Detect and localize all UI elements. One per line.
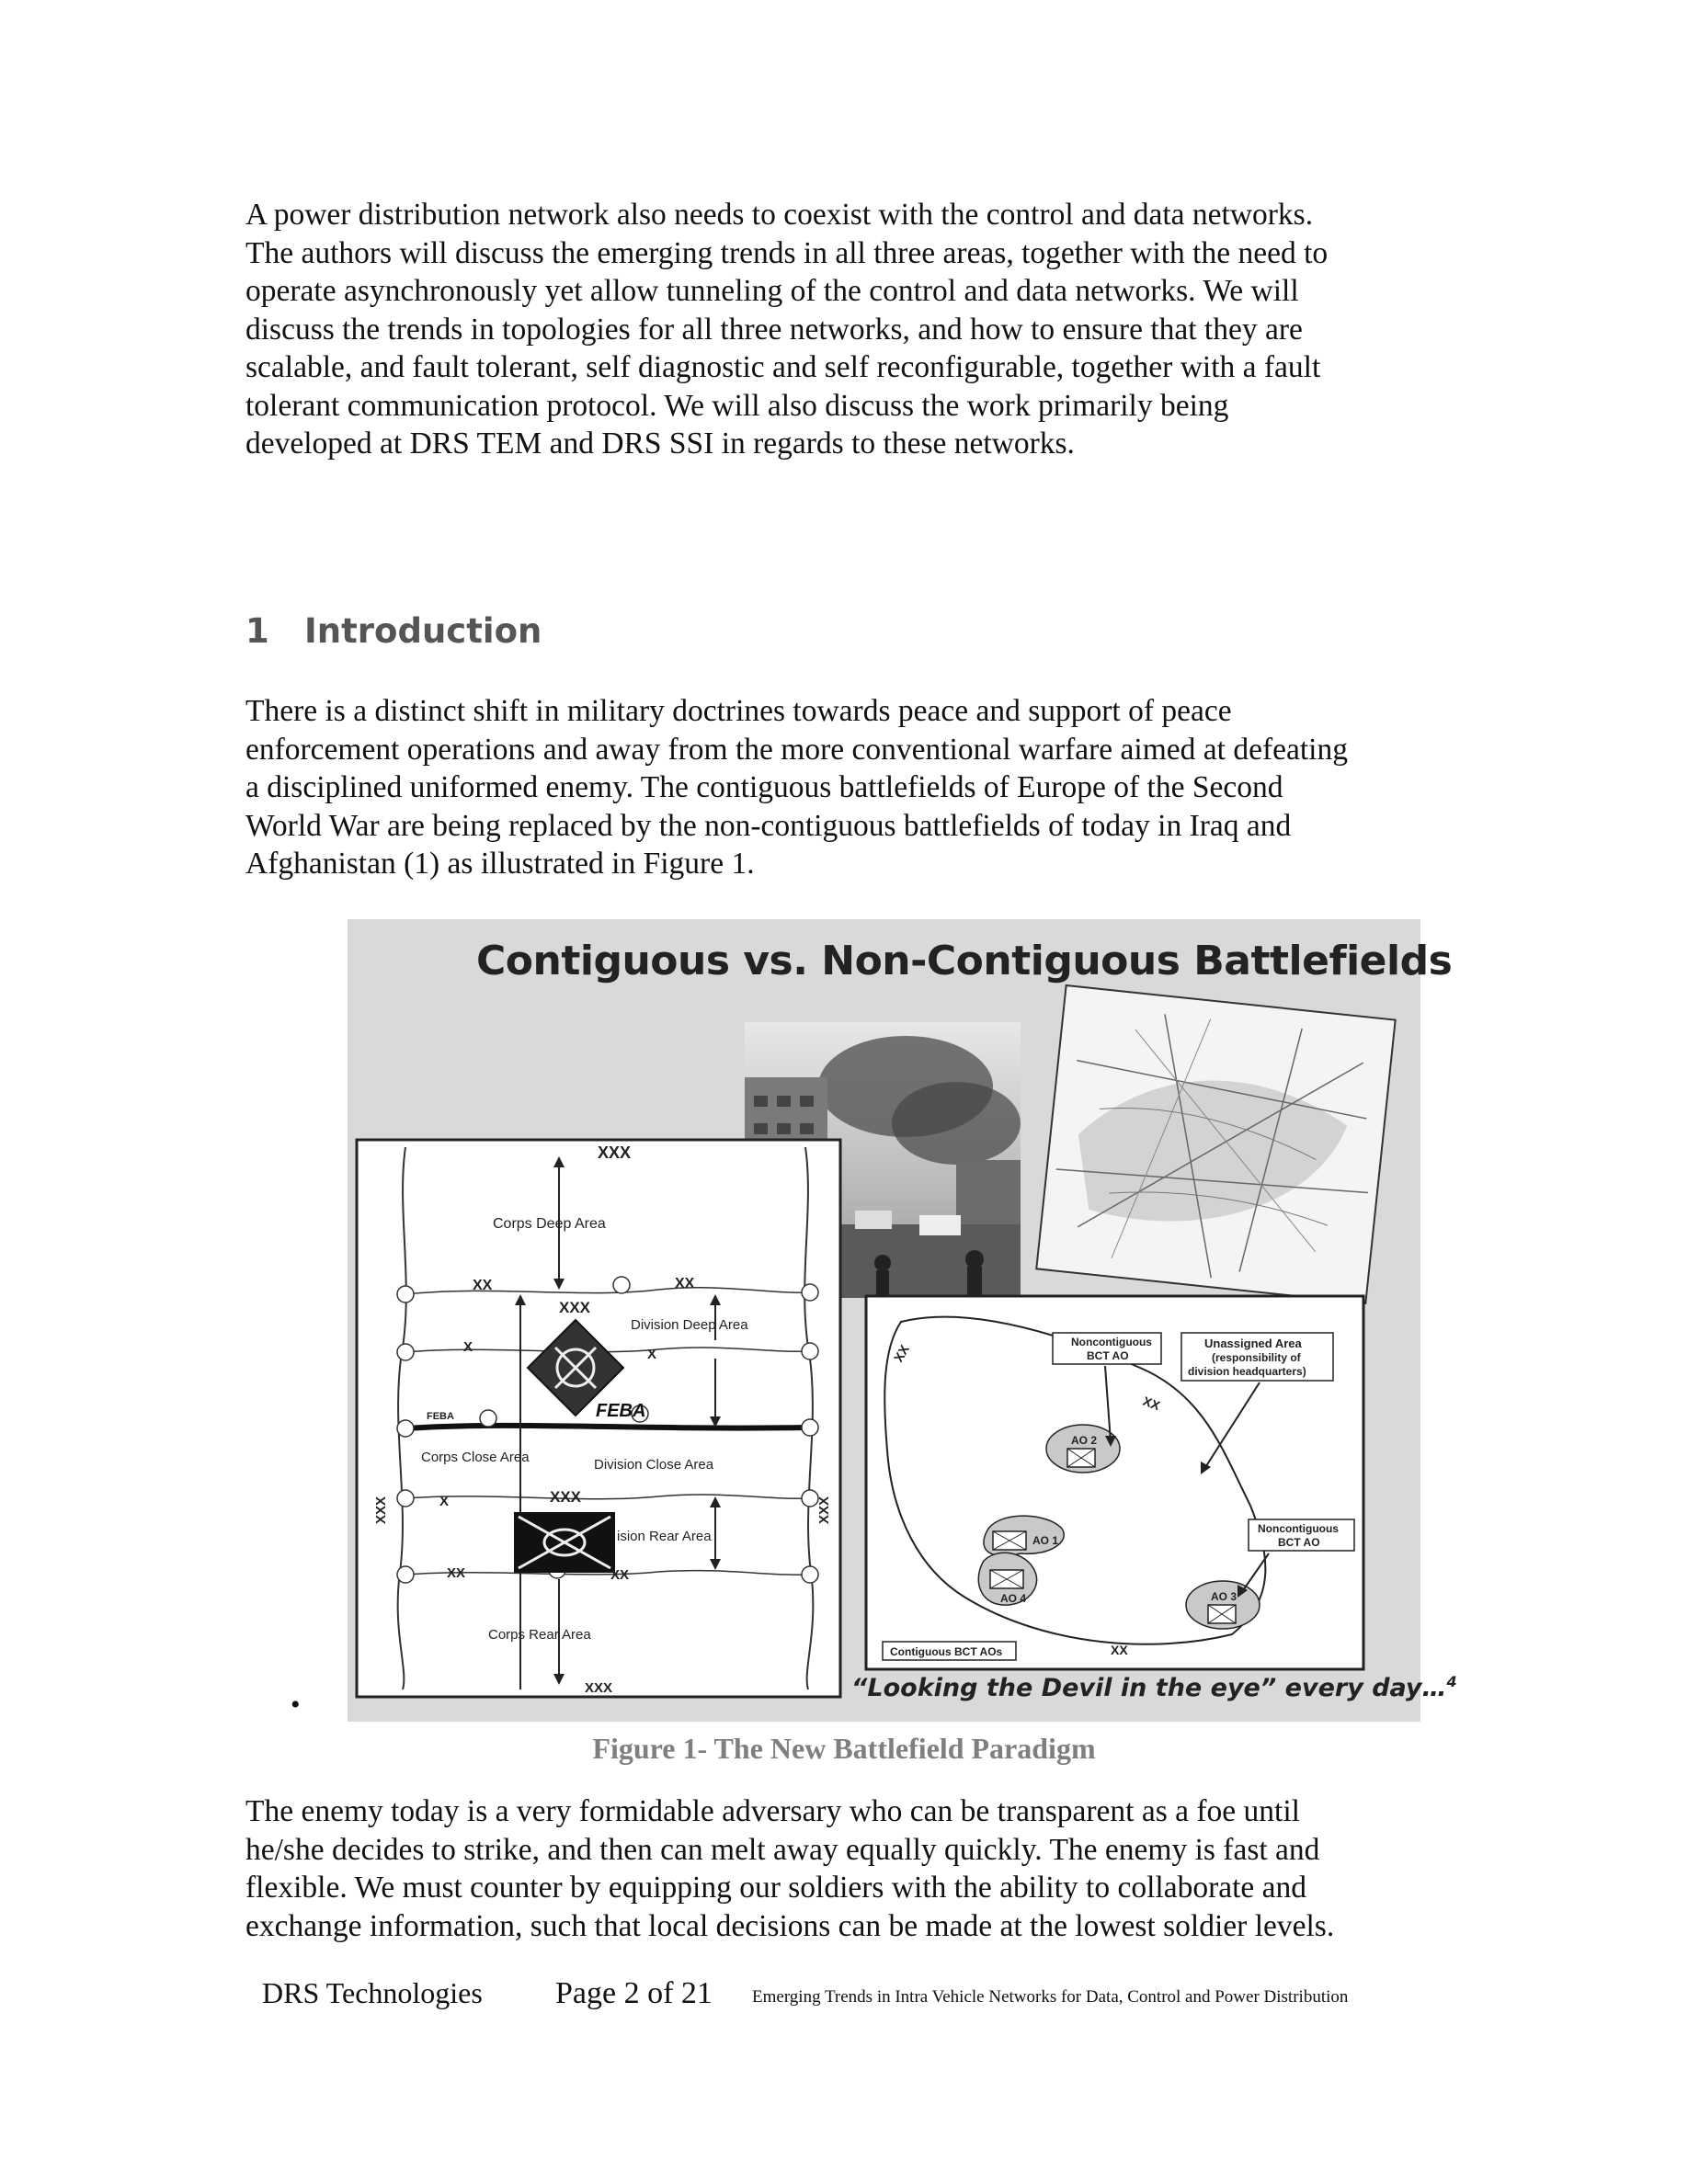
footer-page-number: Page 2 of 21 <box>555 1976 713 2010</box>
label-xxx-mid: XXX <box>559 1299 591 1316</box>
label-xx-right: XX <box>675 1276 695 1291</box>
label-division-deep: Division Deep Area <box>631 1317 748 1333</box>
label-xx-low-left: XX <box>447 1565 466 1581</box>
label-division-rear: ision Rear Area <box>617 1529 712 1544</box>
label-xxx-side-right: XXX <box>816 1496 832 1524</box>
label-unassigned-1: Unassigned Area <box>1204 1337 1302 1350</box>
label-nc-bct-right-1: Noncontiguous <box>1258 1522 1339 1535</box>
list-bullet: • <box>291 1689 301 1720</box>
label-contiguous-bct: Contiguous BCT AOs <box>890 1645 1003 1658</box>
label-division-close: Division Close Area <box>594 1457 714 1473</box>
label-xx-upper: XX <box>1140 1393 1163 1414</box>
label-ao4: AO 4 <box>1000 1592 1027 1605</box>
section-heading <box>245 611 542 651</box>
label-xxx-top: XXX <box>598 1143 632 1162</box>
figure-battlefields <box>348 919 1457 1722</box>
label-ao3: AO 3 <box>1211 1590 1237 1603</box>
abstract-paragraph: A power distribution network also needs to coexist with the control and data networks. The authors will discuss the emerging trends in all three areas, together with the need to operate asynchronously yet allow tunneling of the control and data networks. We will discuss the trends in topologies for all three networks, and how to ensure that they are scalable, and fault tolerant, self diagnostic and self reconfigurable, together with a fault tolerant communication protocol. We will also discuss the work primarily being developed at DRS TEM and DRS SSI in regards to these networks. <box>245 198 1329 461</box>
figure-footer-quote <box>851 1673 1457 1702</box>
label-nc-bct-top-2: BCT AO <box>1087 1349 1129 1362</box>
label-xxx-side-left: XXX <box>373 1496 389 1524</box>
figure-title: Contiguous vs. Non-Contiguous Battlefields <box>476 938 1453 984</box>
label-xxx-bottom: XXX <box>585 1680 613 1696</box>
label-xx-bottom: XX <box>1111 1643 1128 1657</box>
section-title: Introduction <box>304 611 542 651</box>
contiguous-diagram <box>355 1138 842 1701</box>
label-nc-bct-top-1: Noncontiguous <box>1071 1336 1152 1348</box>
figure-quote-footnote: 4 <box>1446 1673 1457 1690</box>
intro-paragraph-1: There is a distinct shift in military doctrines towards peace and support of peace enforcement operations and away from the more conventional warfare aimed at defeating a disciplined uniformed enemy. The contiguous battlefields of Europe of the Second World War are being replaced by the non-contiguous battlefields of today in Iraq and Afghanistan (1) as illustrated in Figure 1. <box>245 694 1348 881</box>
label-xx-left: XX <box>473 1278 493 1293</box>
label-nc-bct-right-2: BCT AO <box>1278 1536 1320 1549</box>
figure-caption: Figure 1- The New Battlefield Paradigm <box>592 1732 1096 1765</box>
footer-company: DRS Technologies <box>262 1976 483 2009</box>
label-x-right: X <box>647 1347 657 1362</box>
label-feba-small: FEBA <box>427 1411 454 1422</box>
label-ao1: AO 1 <box>1032 1534 1059 1547</box>
label-unassigned-2: (responsibility of <box>1212 1351 1301 1364</box>
footer-document-title: Emerging Trends in Intra Vehicle Networks for Data, Control and Power Distribution <box>752 1987 1349 2007</box>
label-corps-rear: Corps Rear Area <box>488 1627 591 1643</box>
noncontiguous-diagram <box>864 1294 1365 1671</box>
label-xx-low-right: XX <box>610 1567 630 1583</box>
label-feba: FEBA <box>596 1401 646 1421</box>
city-map <box>1014 965 1419 1314</box>
label-x-left: X <box>463 1339 473 1355</box>
label-xx-diagonal: XX <box>890 1342 912 1365</box>
label-xxx-low: XXX <box>550 1488 582 1506</box>
intro-paragraph-2: The enemy today is a very formidable adversary who can be transparent as a foe until he/she decides to strike, and then can melt away equally quickly. The enemy is fast and flexible. We must counter by equipping our soldiers with the ability to collaborate and exchange information, such that local decisions can be made at the lowest soldier levels. <box>245 1794 1335 1943</box>
figure-quote-text: “Looking the Devil in the eye” every day… <box>851 1674 1447 1702</box>
label-corps-deep: Corps Deep Area <box>493 1216 606 1232</box>
label-unassigned-3: division headquarters) <box>1188 1365 1306 1378</box>
section-number: 1 <box>245 611 269 651</box>
label-corps-close: Corps Close Area <box>421 1450 530 1465</box>
label-x-low-left: X <box>439 1494 450 1509</box>
label-ao2: AO 2 <box>1071 1434 1098 1447</box>
